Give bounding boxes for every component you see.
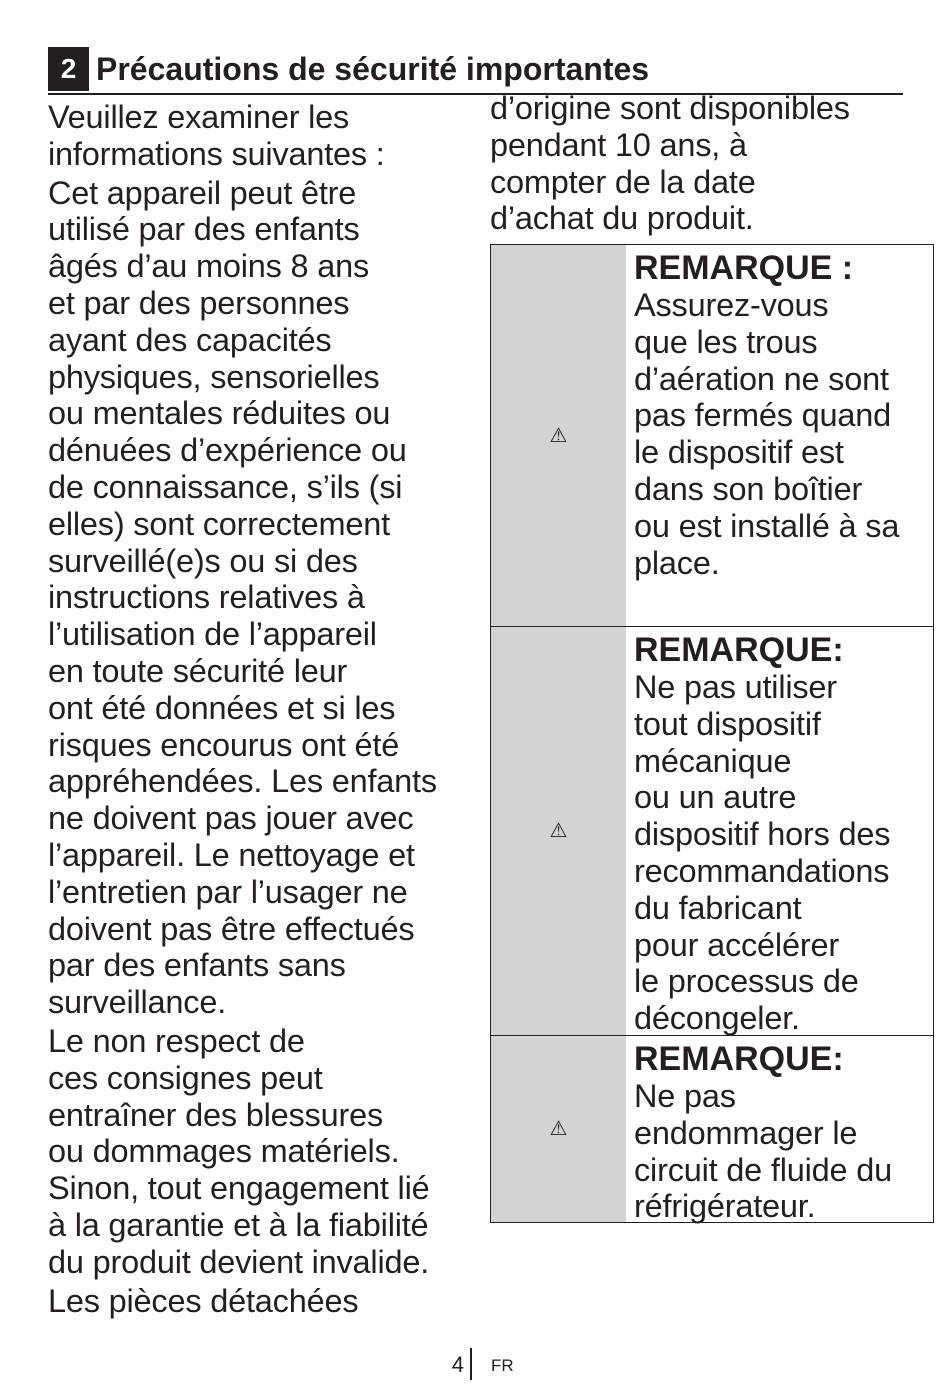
note-text: Assurez-vous que les trous d’aération ne sont pas fermés quand le dispositif est dans son boîtier ou est installé à sa place. [634,287,900,581]
note-ventilation [490,244,934,626]
note-body [634,627,933,1037]
page-number: 4 [451,1352,464,1377]
warning-triangle-icon: ⚠ [549,820,568,842]
note-heading: REMARQUE: [634,631,844,669]
footer-divider [470,1348,472,1380]
paragraph-intro: Veuillez examiner les informations suivantes : [48,99,385,172]
section-header [48,47,903,95]
paragraph-spare-parts: Les pièces détachées [48,1282,359,1319]
warning-triangle-icon: ⚠ [549,1118,568,1140]
note-body [634,245,933,581]
paragraph-children-use: Cet appareil peut être utilisé par des enfants âgés d’au moins 8 ans et par des personnes ayant des capacités physiques, sensorielles ou mentales réduites ou dénuées d’expérience ou de connaissance, s’ils (si elles) sont correctement surveillé(e)s ou si des instructions relatives à l’utilisation de l’appareil en toute sécurité leur ont été données et si les risques encourus ont été appréhendées. Les enfants ne doivent pas jouer avec l’appareil. Le nettoyage et l’entretien par l’usager ne doivent pas être effectués par des enfants sans surveillance. [48,174,437,1021]
note-icon-cell [491,1036,626,1222]
note-refrigerant-circuit [490,1035,934,1223]
note-text: Ne pas endommager le circuit de fluide du réfrigérateur. [634,1078,892,1225]
note-heading: REMARQUE : [634,249,854,287]
left-column [48,99,488,1321]
paragraph-warranty: Le non respect de ces consignes peut entraîner des blessures ou dommages matériels. Sinon, tout engagement lié à la garantie et à la fiabilité du produit devient invalide. [48,1022,430,1280]
note-defrost [490,626,934,1035]
warning-triangle-icon: ⚠ [549,424,568,447]
section-title: Précautions de sécurité importantes [96,51,650,87]
note-text: Ne pas utiliser tout dispositif mécanique ou un autre dispositif hors des recommandations du fabricant pour accélérer le processus de décongeler. [634,669,891,1037]
section-number: 2 [48,47,89,91]
page-footer [0,1346,950,1380]
spare-parts-continuation: d’origine sont disponibles pendant 10 ans, à compter de la date d’achat du produit. [490,90,850,237]
note-heading: REMARQUE: [634,1040,844,1078]
note-body [634,1036,933,1225]
note-icon-cell [491,627,626,1035]
notes-table [490,244,934,1223]
language-code: FR [491,1356,514,1375]
note-icon-cell [491,245,626,626]
